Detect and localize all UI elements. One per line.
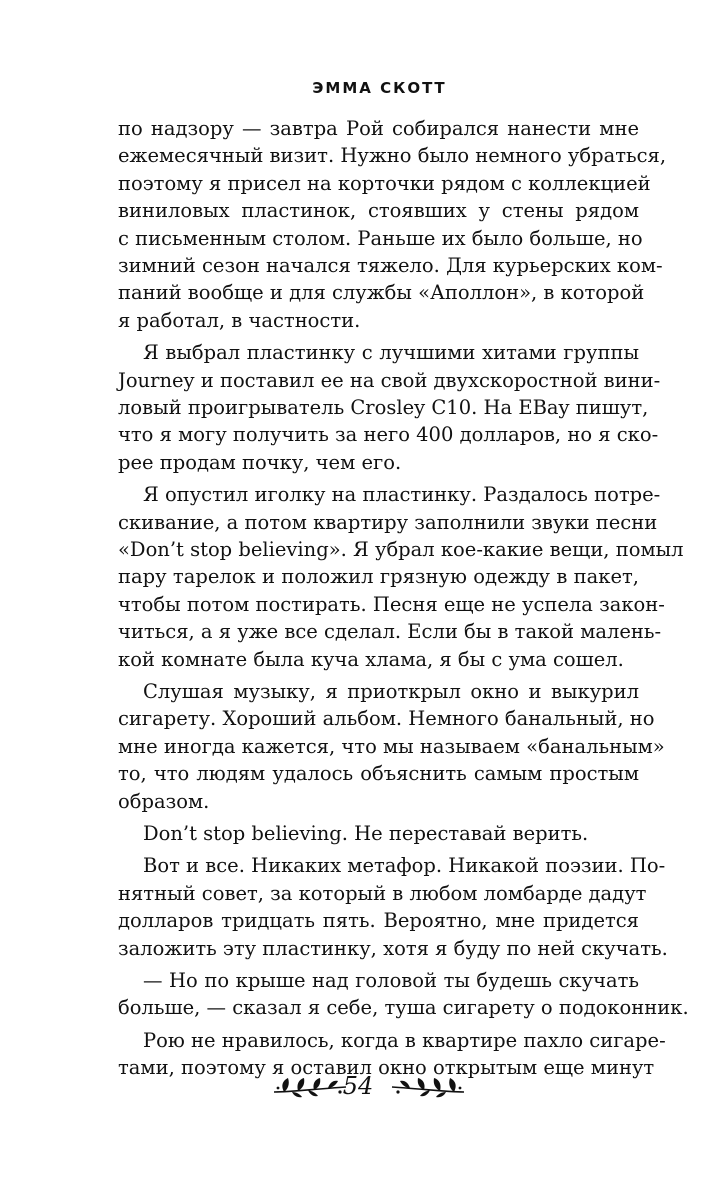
text-line: Я выбрал пластинку с лучшими хитами группы bbox=[143, 341, 639, 364]
text-line: мне иногда кажется, что мы называем «банальным» bbox=[118, 735, 665, 758]
text-line: читься, а я уже все сделал. Если бы в такой малень- bbox=[118, 620, 662, 643]
text-line: ежемесячный визит. Нужно было немного убраться, bbox=[118, 144, 667, 167]
text-line: больше, — сказал я себе, туша сигарету о подоконник. bbox=[118, 996, 689, 1019]
running-header bbox=[0, 79, 715, 103]
text-line: я работал, в частности. bbox=[118, 309, 361, 332]
text-line: Journey и поставил ее на свой двухскоростной вини- bbox=[118, 369, 661, 392]
text-line: долларов тридцать пять. Вероятно, мне придется bbox=[118, 909, 639, 932]
text-line: Рою не нравилось, когда в квартире пахло сигаре- bbox=[143, 1029, 666, 1052]
leafy-branch-icon bbox=[388, 1072, 468, 1100]
text-line: тами, поэтому я оставил окно открытым еще минут bbox=[118, 1056, 655, 1079]
text-line: нятный совет, за который в любом ломбарде дадут bbox=[118, 882, 647, 905]
text-line: заложить эту пластинку, хотя я буду по ней скучать. bbox=[118, 937, 668, 960]
text-line: скивание, а потом квартиру заполнили звуки песни bbox=[118, 511, 658, 534]
text-line: по надзору — завтра Рой собирался нанести мне bbox=[118, 117, 639, 140]
text-line: поэтому я присел на корточки рядом с коллекцией bbox=[118, 172, 651, 195]
page-number: 54 bbox=[342, 1072, 374, 1100]
text-line: пару тарелок и положил грязную одежду в пакет, bbox=[118, 565, 639, 588]
author-name: ЭММА СКОТТ bbox=[312, 79, 447, 97]
text-line: сигарету. Хороший альбом. Немного банальный, но bbox=[118, 707, 655, 730]
text-line: «Don’t stop believing». Я убрал кое-какие вещи, помыл bbox=[118, 538, 684, 561]
text-line: чтобы потом постирать. Песня еще не успела закон- bbox=[118, 593, 665, 616]
text-line: — Но по крыше над головой ты будешь скучать bbox=[143, 969, 639, 992]
text-line: кой комнате была куча хлама, я бы с ума сошел. bbox=[118, 648, 624, 671]
text-line: зимний сезон начался тяжело. Для курьерских ком- bbox=[118, 254, 663, 277]
page-footer bbox=[0, 1066, 715, 1110]
text-line: ловый проигрыватель Crosley C10. На EBay пишут, bbox=[118, 396, 649, 419]
text-line: с письменным столом. Раньше их было больше, но bbox=[118, 227, 643, 250]
text-line: Я опустил иголку на пластинку. Раздалось потре- bbox=[143, 483, 661, 506]
text-line: паний вообще и для службы «Аполлон», в которой bbox=[118, 281, 645, 304]
text-line: виниловых пластинок, стоявших у стены рядом bbox=[118, 199, 639, 222]
text-line: рее продам почку, чем его. bbox=[118, 451, 402, 474]
text-line: Вот и все. Никаких метафор. Никакой поэзии. По- bbox=[143, 854, 666, 877]
text-line: Слушая музыку, я приоткрыл окно и выкурил bbox=[143, 680, 639, 703]
text-line: образом. bbox=[118, 790, 210, 813]
text-line: Don’t stop believing. Не переставай верить. bbox=[143, 822, 589, 845]
text-line: то, что людям удалось объяснить самым простым bbox=[118, 762, 639, 785]
text-line: что я могу получить за него 400 долларов, но я ско- bbox=[118, 423, 659, 446]
